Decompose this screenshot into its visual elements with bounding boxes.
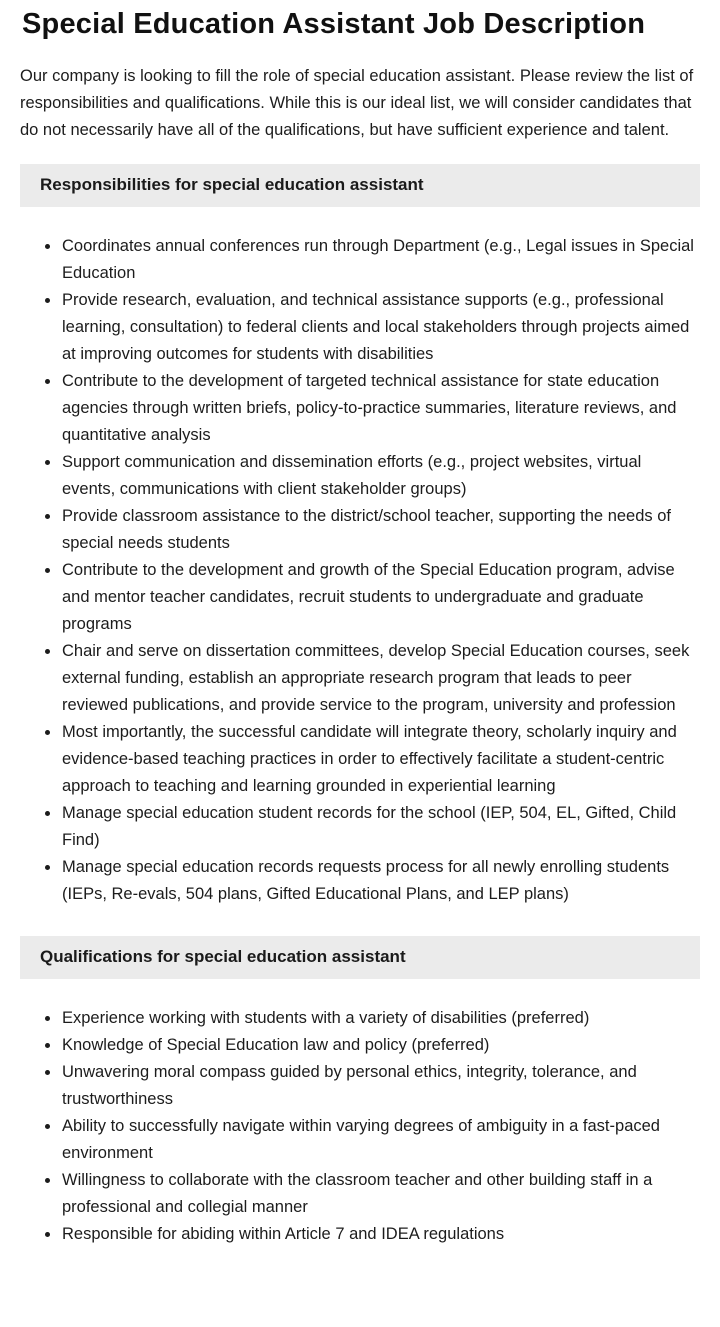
list-item: Provide research, evaluation, and technical assistance supports (e.g., professional learning, consultation) to federal clients and local stakeholders through projects aimed at improving outcomes for students with disabilities (62, 287, 700, 368)
intro-paragraph: Our company is looking to fill the role of special education assistant. Please review the list of responsibilities and qualifications. While this is our ideal list, we will consider candidates that do not necessarily have all of the qualifications, but have sufficient experience and talent. (20, 67, 694, 140)
list-item: Manage special education student records for the school (IEP, 504, EL, Gifted, Child Find) (62, 800, 700, 854)
list-item: Unwavering moral compass guided by personal ethics, integrity, tolerance, and trustworthiness (62, 1059, 700, 1113)
list-item: Chair and serve on dissertation committees, develop Special Education courses, seek external funding, establish an appropriate research program that leads to peer reviewed publications, and provide service to the program, university and profession (62, 638, 700, 719)
list-item: Experience working with students with a variety of disabilities (preferred) (62, 1005, 700, 1032)
list-item: Most importantly, the successful candidate will integrate theory, scholarly inquiry and evidence-based teaching practices in order to effectively facilitate a student-centric approach to teaching and learning grounded in experiential learning (62, 719, 700, 800)
list-item: Willingness to collaborate with the classroom teacher and other building staff in a professional and collegial manner (62, 1167, 700, 1221)
list-item: Support communication and dissemination efforts (e.g., project websites, virtual events, communications with client stakeholder groups) (62, 449, 700, 503)
qualifications-list (20, 1005, 700, 1248)
list-item: Knowledge of Special Education law and policy (preferred) (62, 1032, 700, 1059)
list-item: Manage special education records requests process for all newly enrolling students (IEPs, Re-evals, 504 plans, Gifted Educational Plans, and LEP plans) (62, 854, 700, 908)
section-header-qualifications: Qualifications for special education assistant (20, 936, 700, 979)
list-item: Ability to successfully navigate within varying degrees of ambiguity in a fast-paced environment (62, 1113, 700, 1167)
list-item: Responsible for abiding within Article 7 and IDEA regulations (62, 1221, 700, 1248)
list-item: Contribute to the development of targeted technical assistance for state education agencies through written briefs, policy-to-practice summaries, literature reviews, and quantitative analysis (62, 368, 700, 449)
section-header-responsibilities: Responsibilities for special education assistant (20, 164, 700, 207)
list-item: Provide classroom assistance to the district/school teacher, supporting the needs of special needs students (62, 503, 700, 557)
responsibilities-list (20, 233, 700, 908)
list-item: Coordinates annual conferences run through Department (e.g., Legal issues in Special Education (62, 233, 700, 287)
list-item: Contribute to the development and growth of the Special Education program, advise and mentor teacher candidates, recruit students to undergraduate and graduate programs (62, 557, 700, 638)
page-title: Special Education Assistant Job Description (22, 8, 646, 40)
